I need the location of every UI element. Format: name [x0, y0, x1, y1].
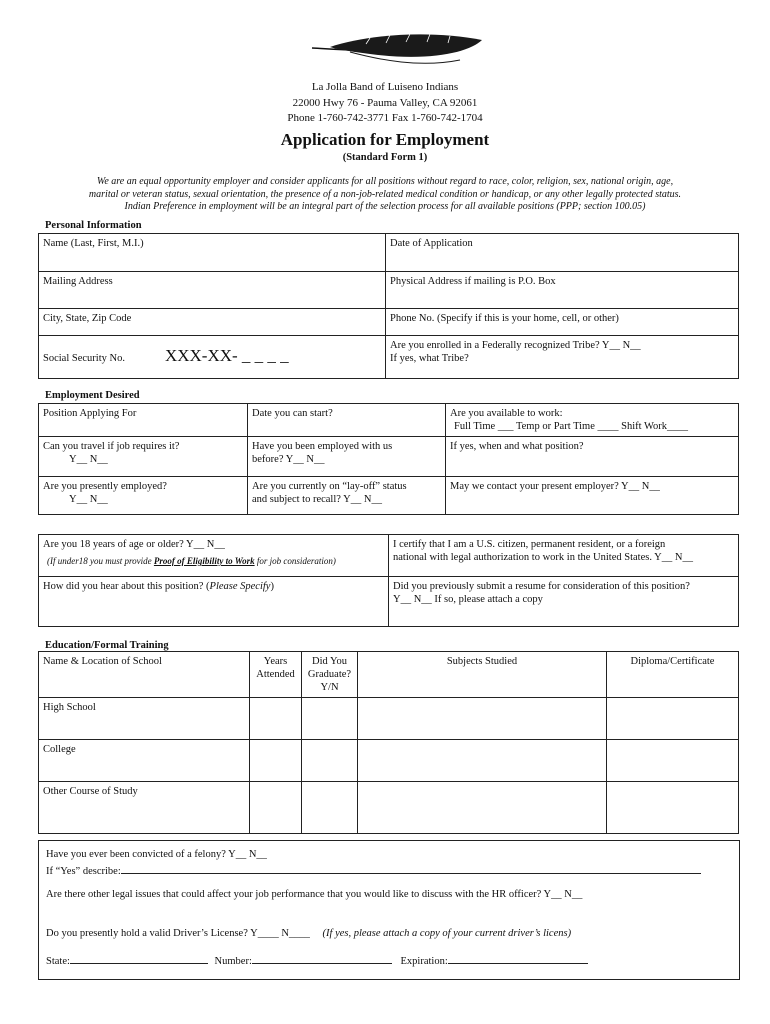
layoff-field[interactable]	[248, 477, 446, 515]
license-row	[46, 928, 571, 939]
years-cell[interactable]	[250, 698, 302, 740]
describe-input[interactable]	[121, 863, 701, 874]
years-cell[interactable]	[250, 740, 302, 782]
age-field[interactable]	[39, 535, 389, 577]
when-what-field[interactable]	[446, 437, 739, 477]
mailing-label: Mailing Address	[43, 276, 113, 287]
layoff-yn: and subject to recall? Y__ N__	[252, 494, 382, 505]
start-label: Date you can start?	[252, 408, 333, 419]
subjects-cell[interactable]	[358, 698, 607, 740]
eeo-line: Indian Preference in employment will be an integral part of the selection process for all available positions (PPP; section 100.05)	[124, 201, 646, 212]
license-note: (If yes, please attach a copy of your current driver’s licens)	[322, 928, 572, 939]
col-years-header	[250, 652, 302, 698]
date-field[interactable]	[386, 234, 739, 272]
personal-info-table	[38, 233, 739, 379]
age-note-bold: Proof of Eligibility to Work	[153, 556, 255, 566]
col-subjects: Subjects Studied	[446, 656, 518, 667]
travel-field[interactable]	[39, 437, 248, 477]
school-cell-hs[interactable]	[39, 698, 250, 740]
license-details-row	[46, 953, 588, 967]
name-field[interactable]	[39, 234, 386, 272]
row-college-label: College	[43, 744, 76, 755]
number-input[interactable]	[252, 953, 392, 964]
presently-label: Are you presently employed?	[43, 481, 167, 492]
tribe-question: Are you enrolled in a Federally recognized Tribe? Y__ N__	[390, 340, 641, 351]
legal-section	[38, 840, 740, 980]
col-subjects-header	[358, 652, 607, 698]
grad-cell[interactable]	[302, 740, 358, 782]
col-diploma: Diploma/Certificate	[630, 656, 715, 667]
col-years-2: Attended	[256, 669, 295, 680]
subjects-cell[interactable]	[358, 740, 607, 782]
contact-label: May we contact your present employer? Y__ N__	[450, 481, 660, 492]
diploma-cell[interactable]	[607, 698, 739, 740]
certify-line2: national with legal authorization to work in the United States. Y__ N__	[393, 552, 693, 563]
years-cell[interactable]	[250, 782, 302, 834]
diploma-cell[interactable]	[607, 740, 739, 782]
date-label: Date of Application	[390, 238, 473, 249]
eeo-statement	[40, 176, 730, 214]
certify-line1: I certify that I am a U.S. citizen, permanent resident, or a foreign	[393, 539, 666, 550]
diploma-cell[interactable]	[607, 782, 739, 834]
employed-us-label: Have you been employed with us	[252, 441, 393, 452]
expiration-input[interactable]	[448, 953, 588, 964]
physical-label: Physical Address if mailing is P.O. Box	[390, 276, 556, 287]
age-note-post: for job consideration)	[254, 556, 336, 566]
position-label: Position Applying For	[43, 408, 137, 419]
travel-label: Can you travel if job requires it?	[43, 441, 180, 452]
col-grad-3: Y/N	[320, 682, 339, 693]
state-input[interactable]	[70, 953, 208, 964]
employment-table	[38, 403, 739, 515]
license-question: Do you presently hold a valid Driver’s License? Y____ N____	[46, 928, 310, 939]
other-issues-question: Are there other legal issues that could affect your job performance that you would like to discuss with the HR officer? Y__ N__	[46, 889, 583, 900]
org-phone-fax: Phone 1-760-742-3771 Fax 1-760-742-1704	[287, 112, 483, 124]
eeo-line: We are an equal opportunity employer and consider applicants for all positions without regard to race, color, religion, sex, national origin, age,	[96, 176, 674, 187]
avail-options: Full Time ___ Temp or Part Time ____ Shift Work____	[454, 421, 689, 432]
city-state-zip-field[interactable]	[39, 309, 386, 336]
citizenship-field[interactable]	[389, 535, 739, 577]
subjects-cell[interactable]	[358, 782, 607, 834]
phone-label: Phone No. (Specify if this is your home, cell, or other)	[390, 313, 619, 324]
ssn-label: Social Security No.	[43, 353, 125, 364]
age-question: Are you 18 years of age or older? Y__ N__	[43, 539, 225, 550]
org-name: La Jolla Band of Luiseno Indians	[311, 81, 459, 93]
expiration-label: Expiration:	[400, 956, 448, 967]
school-cell-other[interactable]	[39, 782, 250, 834]
physical-address-field[interactable]	[386, 272, 739, 309]
org-address: 22000 Hwy 76 - Pauma Valley, CA 92061	[292, 97, 478, 109]
grad-cell[interactable]	[302, 782, 358, 834]
col-school-header	[39, 652, 250, 698]
when-what-label: If yes, when and what position?	[450, 441, 584, 452]
ssn-value: XXX-XX- _ _ _ _	[164, 346, 289, 365]
felony-describe-row	[46, 863, 701, 877]
hear-pre: How did you hear about this position? (	[43, 581, 210, 592]
felony-question: Have you ever been convicted of a felony? Y__ N__	[46, 849, 267, 860]
eeo-line: marital or veteran status, sexual orientation, the presence of a non-job-related medical condition or handicap, or any other legally protected status.	[88, 188, 682, 200]
employed-us-yn: before? Y__ N__	[252, 454, 325, 465]
describe-label: If “Yes” describe:	[46, 866, 121, 877]
col-diploma-header	[607, 652, 739, 698]
page-title: Application for Employment	[280, 130, 490, 149]
feather-logo	[310, 30, 485, 78]
table-row	[39, 740, 739, 782]
state-label: State:	[46, 956, 70, 967]
position-field[interactable]	[39, 404, 248, 437]
eligibility-table	[38, 534, 739, 627]
page-subtitle: (Standard Form 1)	[342, 152, 428, 163]
presently-employed-field[interactable]	[39, 477, 248, 515]
ssn-field[interactable]	[39, 336, 386, 379]
name-label: Name (Last, First, M.I.)	[43, 238, 144, 249]
hear-about-field[interactable]	[39, 577, 389, 627]
row-hs-label: High School	[43, 702, 96, 713]
resume-line2: Y__ N__ If so, please attach a copy	[393, 594, 543, 605]
education-table	[38, 651, 739, 834]
school-cell-college[interactable]	[39, 740, 250, 782]
layoff-label: Are you currently on “lay-off” status	[252, 481, 407, 492]
table-row	[39, 698, 739, 740]
row-other-label: Other Course of Study	[43, 786, 138, 797]
phone-field[interactable]	[386, 309, 739, 336]
resume-field[interactable]	[389, 577, 739, 627]
hear-post: )	[270, 581, 274, 592]
hear-italic: Please Specify	[209, 581, 271, 592]
section-heading-personal: Personal Information	[45, 220, 142, 231]
col-school: Name & Location of School	[43, 656, 162, 667]
age-note-pre: (If under18 you must provide	[47, 556, 154, 566]
mailing-address-field[interactable]	[39, 272, 386, 309]
resume-line1: Did you previously submit a resume for consideration of this position?	[393, 581, 690, 592]
table-row	[39, 782, 739, 834]
col-grad-2: Graduate?	[307, 669, 352, 680]
col-grad-header	[302, 652, 358, 698]
section-heading-education: Education/Formal Training	[45, 640, 169, 651]
grad-cell[interactable]	[302, 698, 358, 740]
travel-yn: Y__ N__	[69, 454, 108, 465]
col-years-1: Years	[263, 656, 288, 667]
employed-before-field[interactable]	[248, 437, 446, 477]
avail-label: Are you available to work:	[450, 408, 563, 419]
age-note	[43, 555, 384, 568]
tribe-field[interactable]	[386, 336, 739, 379]
presently-yn: Y__ N__	[69, 494, 108, 505]
number-label: Number:	[214, 956, 252, 967]
city-label: City, State, Zip Code	[43, 313, 132, 324]
contact-employer-field[interactable]	[446, 477, 739, 515]
tribe-which: If yes, what Tribe?	[390, 353, 469, 364]
availability-field[interactable]	[446, 404, 739, 437]
section-heading-employment: Employment Desired	[45, 390, 140, 401]
start-date-field[interactable]	[248, 404, 446, 437]
col-grad-1: Did You	[311, 656, 348, 667]
